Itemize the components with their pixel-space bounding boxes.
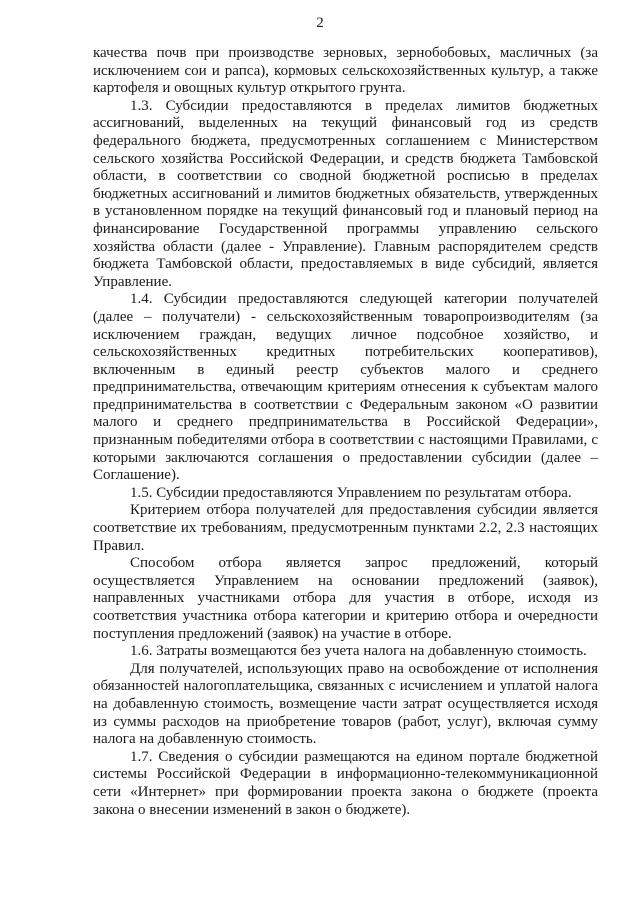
paragraph-continuation: качества почв при производстве зерновых, зернобобовых, масличных (за исключением сои и рапса), кормовых сельскохозяйственных культур, а также картофеля и овощных культур открытого грунта. <box>93 45 598 97</box>
page-number: 2 <box>316 15 324 31</box>
paragraph-1-6: 1.6. Затраты возмещаются без учета налога на добавленную стоимость. <box>130 643 587 660</box>
paragraph-1-7: 1.7. Сведения о субсидии размещаются на едином портале бюджетной системы Российской Федерации в информационно-телекоммуникационной сети «Интернет» при формировании проекта закона о бюджете (проекта закона о внесении изменений в закон о бюджете). <box>93 748 598 818</box>
paragraph-1-5: 1.5. Субсидии предоставляются Управлением по результатам отбора. <box>130 484 572 501</box>
paragraph-selection-method: Способом отбора является запрос предложений, который осуществляется Управлением на основании предложений (заявок), направленных участниками отбора для участия в отборе, исходя из соответствия участника отбора категории и критерию отбора и очередности поступления предложений (заявок) на участие в отборе. <box>93 555 598 642</box>
document-body <box>93 45 598 819</box>
paragraph-vat-exemption: Для получателей, использующих право на освобождение от исполнения обязанностей налогоплательщика, связанных с исчислением и уплатой налога на добавленную стоимость, возмещение части затрат осуществляется исходя из суммы расходов на приобретение товаров (работ, услуг), включая сумму налога на добавленную стоимость. <box>93 660 598 748</box>
paragraph-1-4: 1.4. Субсидии предоставляются следующей категории получателей (далее – получатели) - сельскохозяйственным товаропроизводителям (за исключением граждан, ведущих личное подсобное хозяйство, и сельскохозяйственных кредитных потребительских кооперативов), включенным в единый реестр субъектов малого и среднего предпринимательства, отвечающим критериям отнесения к субъектам малого предпринимательства в соответствии с Федеральным законом «О развитии малого и среднего предпринимательства в Российской Федерации», признанным победителями отбора в соответствии с настоящими Правилами, с которыми заключаются соглашения о предоставлении субсидии (далее – Соглашение). <box>93 291 598 484</box>
paragraph-selection-criterion: Критерием отбора получателей для предоставления субсидии является соответствие их требованиям, предусмотренным пунктами 2.2, 2.3 настоящих Правил. <box>93 502 598 554</box>
paragraph-1-3: 1.3. Субсидии предоставляются в пределах лимитов бюджетных ассигнований, выделенных на текущий финансовый год из средств федерального бюджета, предусмотренных соглашением с Министерством сельского хозяйства Российской Федерации, и средств бюджета Тамбовской области, в соответствии со сводной бюджетной росписью в пределах бюджетных ассигнований и лимитов бюджетных обязательств, утвержденных в установленном порядке на текущий финансовый год и плановый период на финансирование Государственной программы управлению сельского хозяйства области (далее - Управление). Главным распорядителем средств бюджета Тамбовской области, предоставляемых в виде субсидий, является Управление. <box>93 97 598 290</box>
